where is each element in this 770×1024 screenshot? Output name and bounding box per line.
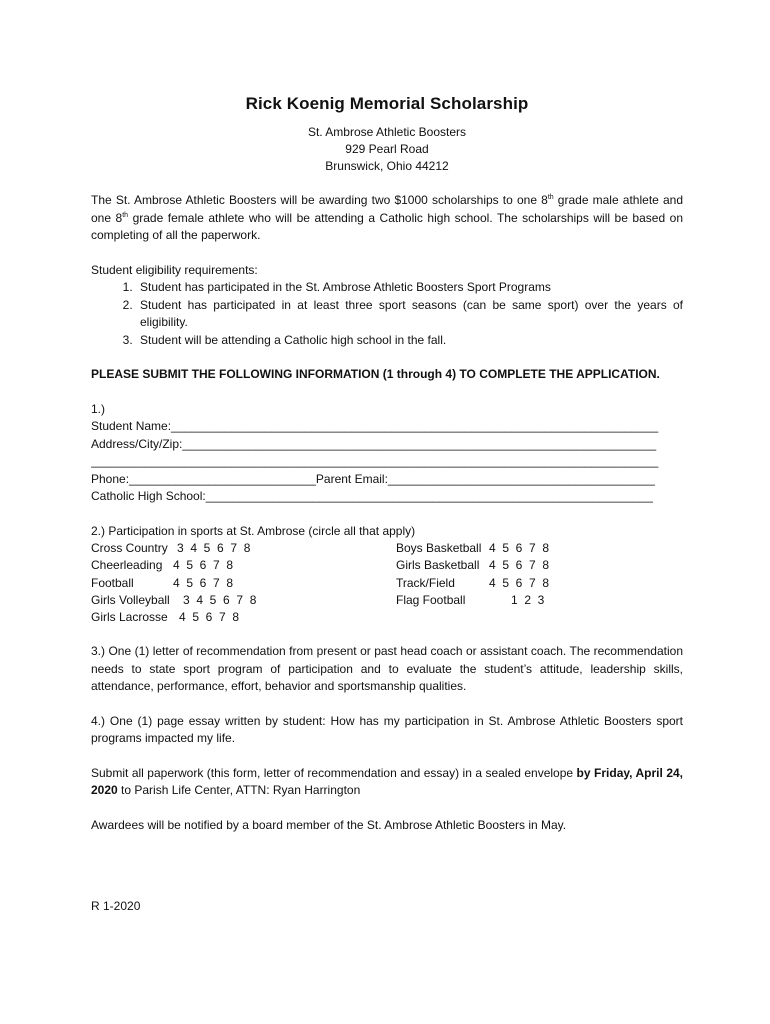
sport-name: Girls Volleyball bbox=[91, 592, 170, 607]
eligibility-item: 1. Student has participated in the St. Ambrose Athletic Boosters Sport Programs bbox=[136, 279, 683, 297]
sport-row[interactable] bbox=[396, 540, 676, 557]
high-school-field[interactable]: Catholic High School:___________________________________________________________________ bbox=[91, 489, 653, 503]
submit-heading: PLEASE SUBMIT THE FOLLOWING INFORMATION (1 through 4) TO COMPLETE THE APPLICATION. bbox=[91, 367, 660, 381]
awardees-note: Awardees will be notified by a board member of the St. Ambrose Athletic Boosters in May. bbox=[91, 817, 567, 832]
eligibility-list bbox=[91, 279, 683, 349]
sport-name: Girls Basketball bbox=[396, 558, 480, 573]
phone-email-field[interactable]: Phone:____________________________Parent Email:________________________________________ bbox=[91, 471, 655, 486]
sport-grades: 3 4 5 6 7 8 bbox=[183, 592, 257, 607]
sport-row[interactable] bbox=[396, 557, 676, 574]
section-1-fields bbox=[91, 401, 683, 506]
sport-grades: 4 5 6 7 8 bbox=[179, 610, 240, 625]
sports-left-column bbox=[91, 540, 396, 626]
submit-text-1: Submit all paperwork (this form, letter of recommendation and essay) in a sealed envelope bbox=[91, 765, 577, 780]
sport-name: Football bbox=[91, 575, 134, 590]
sport-name: Cross Country bbox=[91, 541, 168, 555]
section-1-label: 1.) bbox=[91, 401, 106, 416]
address-line-1: 929 Pearl Road bbox=[345, 142, 429, 156]
intro-text-2: grade male athlete and one 8 bbox=[91, 193, 683, 225]
eligibility-heading: Student eligibility requirements: bbox=[91, 262, 258, 277]
student-name-field[interactable]: Student Name:_________________________________________________________________________ bbox=[91, 419, 659, 433]
section-4-paragraph: 4.) One (1) page essay written by student: How has my participation in St. Ambrose Athletic Boosters sport programs impacted my life. bbox=[91, 713, 683, 746]
sport-row[interactable] bbox=[396, 575, 676, 592]
sport-row[interactable] bbox=[91, 575, 396, 592]
sport-name: Boys Basketball bbox=[396, 541, 482, 555]
section-3-paragraph: 3.) One (1) letter of recommendation from present or past head coach or assistant coach. The recommendation needs to state sport program of participation and to evaluate the student’s attitude, leadership skills, attendance, performance, effort, behavior and sportsmanship qualities. bbox=[91, 644, 683, 694]
sport-grades: 4 5 6 7 8 bbox=[173, 575, 234, 590]
intro-sup-1: th bbox=[547, 194, 554, 201]
org-name: St. Ambrose Athletic Boosters bbox=[307, 125, 467, 139]
intro-paragraph bbox=[91, 192, 683, 245]
sports-right-column bbox=[396, 540, 676, 626]
sport-grades: 4 5 6 7 8 bbox=[489, 541, 550, 555]
submit-text-2: to Parish Life Center, ATTN: Ryan Harrington bbox=[117, 783, 361, 798]
sport-row[interactable] bbox=[396, 592, 676, 609]
document-page bbox=[91, 94, 683, 834]
intro-text-3: grade female athlete who will be attending a Catholic high school. The scholarships will be based on completing of all the paperwork. bbox=[91, 210, 683, 242]
sport-row[interactable] bbox=[91, 609, 396, 626]
address-field[interactable]: Address/City/Zip:_______________________________________________________________________ bbox=[91, 436, 657, 451]
sport-name: Track/Field bbox=[396, 575, 455, 590]
sport-row[interactable] bbox=[91, 540, 396, 557]
eligibility-item: 3. Student will be attending a Catholic high school in the fall. bbox=[136, 332, 683, 350]
sport-name: Girls Lacrosse bbox=[91, 610, 168, 625]
intro-sup-2: th bbox=[122, 211, 129, 219]
document-title: Rick Koenig Memorial Scholarship bbox=[245, 94, 529, 113]
sports-grid bbox=[91, 540, 683, 626]
submit-deadline: by Friday, April 24, 2020 bbox=[91, 765, 683, 798]
intro-text-1: The St. Ambrose Athletic Boosters will be awarding two $1000 scholarships to one 8 bbox=[91, 193, 548, 207]
sport-grades: 4 5 6 7 8 bbox=[489, 558, 550, 573]
sport-row[interactable] bbox=[91, 592, 396, 609]
submit-instructions bbox=[91, 765, 683, 800]
sport-row[interactable] bbox=[91, 557, 396, 574]
sport-grades: 4 5 6 7 8 bbox=[173, 558, 234, 573]
address-line-2: Brunswick, Ohio 44212 bbox=[325, 159, 449, 173]
section-2-label: 2.) Participation in sports at St. Ambrose (circle all that apply) bbox=[91, 523, 416, 538]
eligibility-item: 2. Student has participated in at least three sport seasons (can be same sport) over the years of eligibility. bbox=[136, 297, 683, 332]
sport-grades: 4 5 6 7 8 bbox=[489, 575, 550, 590]
revision-code: R 1-2020 bbox=[91, 899, 141, 913]
sport-name: Cheerleading bbox=[91, 558, 163, 573]
address-extra-line[interactable]: _____________________________________________________________________________________ bbox=[91, 454, 659, 468]
sport-grades: 3 4 5 6 7 8 bbox=[177, 541, 251, 555]
sport-grades: 1 2 3 bbox=[511, 592, 545, 607]
sport-name: Flag Football bbox=[396, 592, 466, 607]
